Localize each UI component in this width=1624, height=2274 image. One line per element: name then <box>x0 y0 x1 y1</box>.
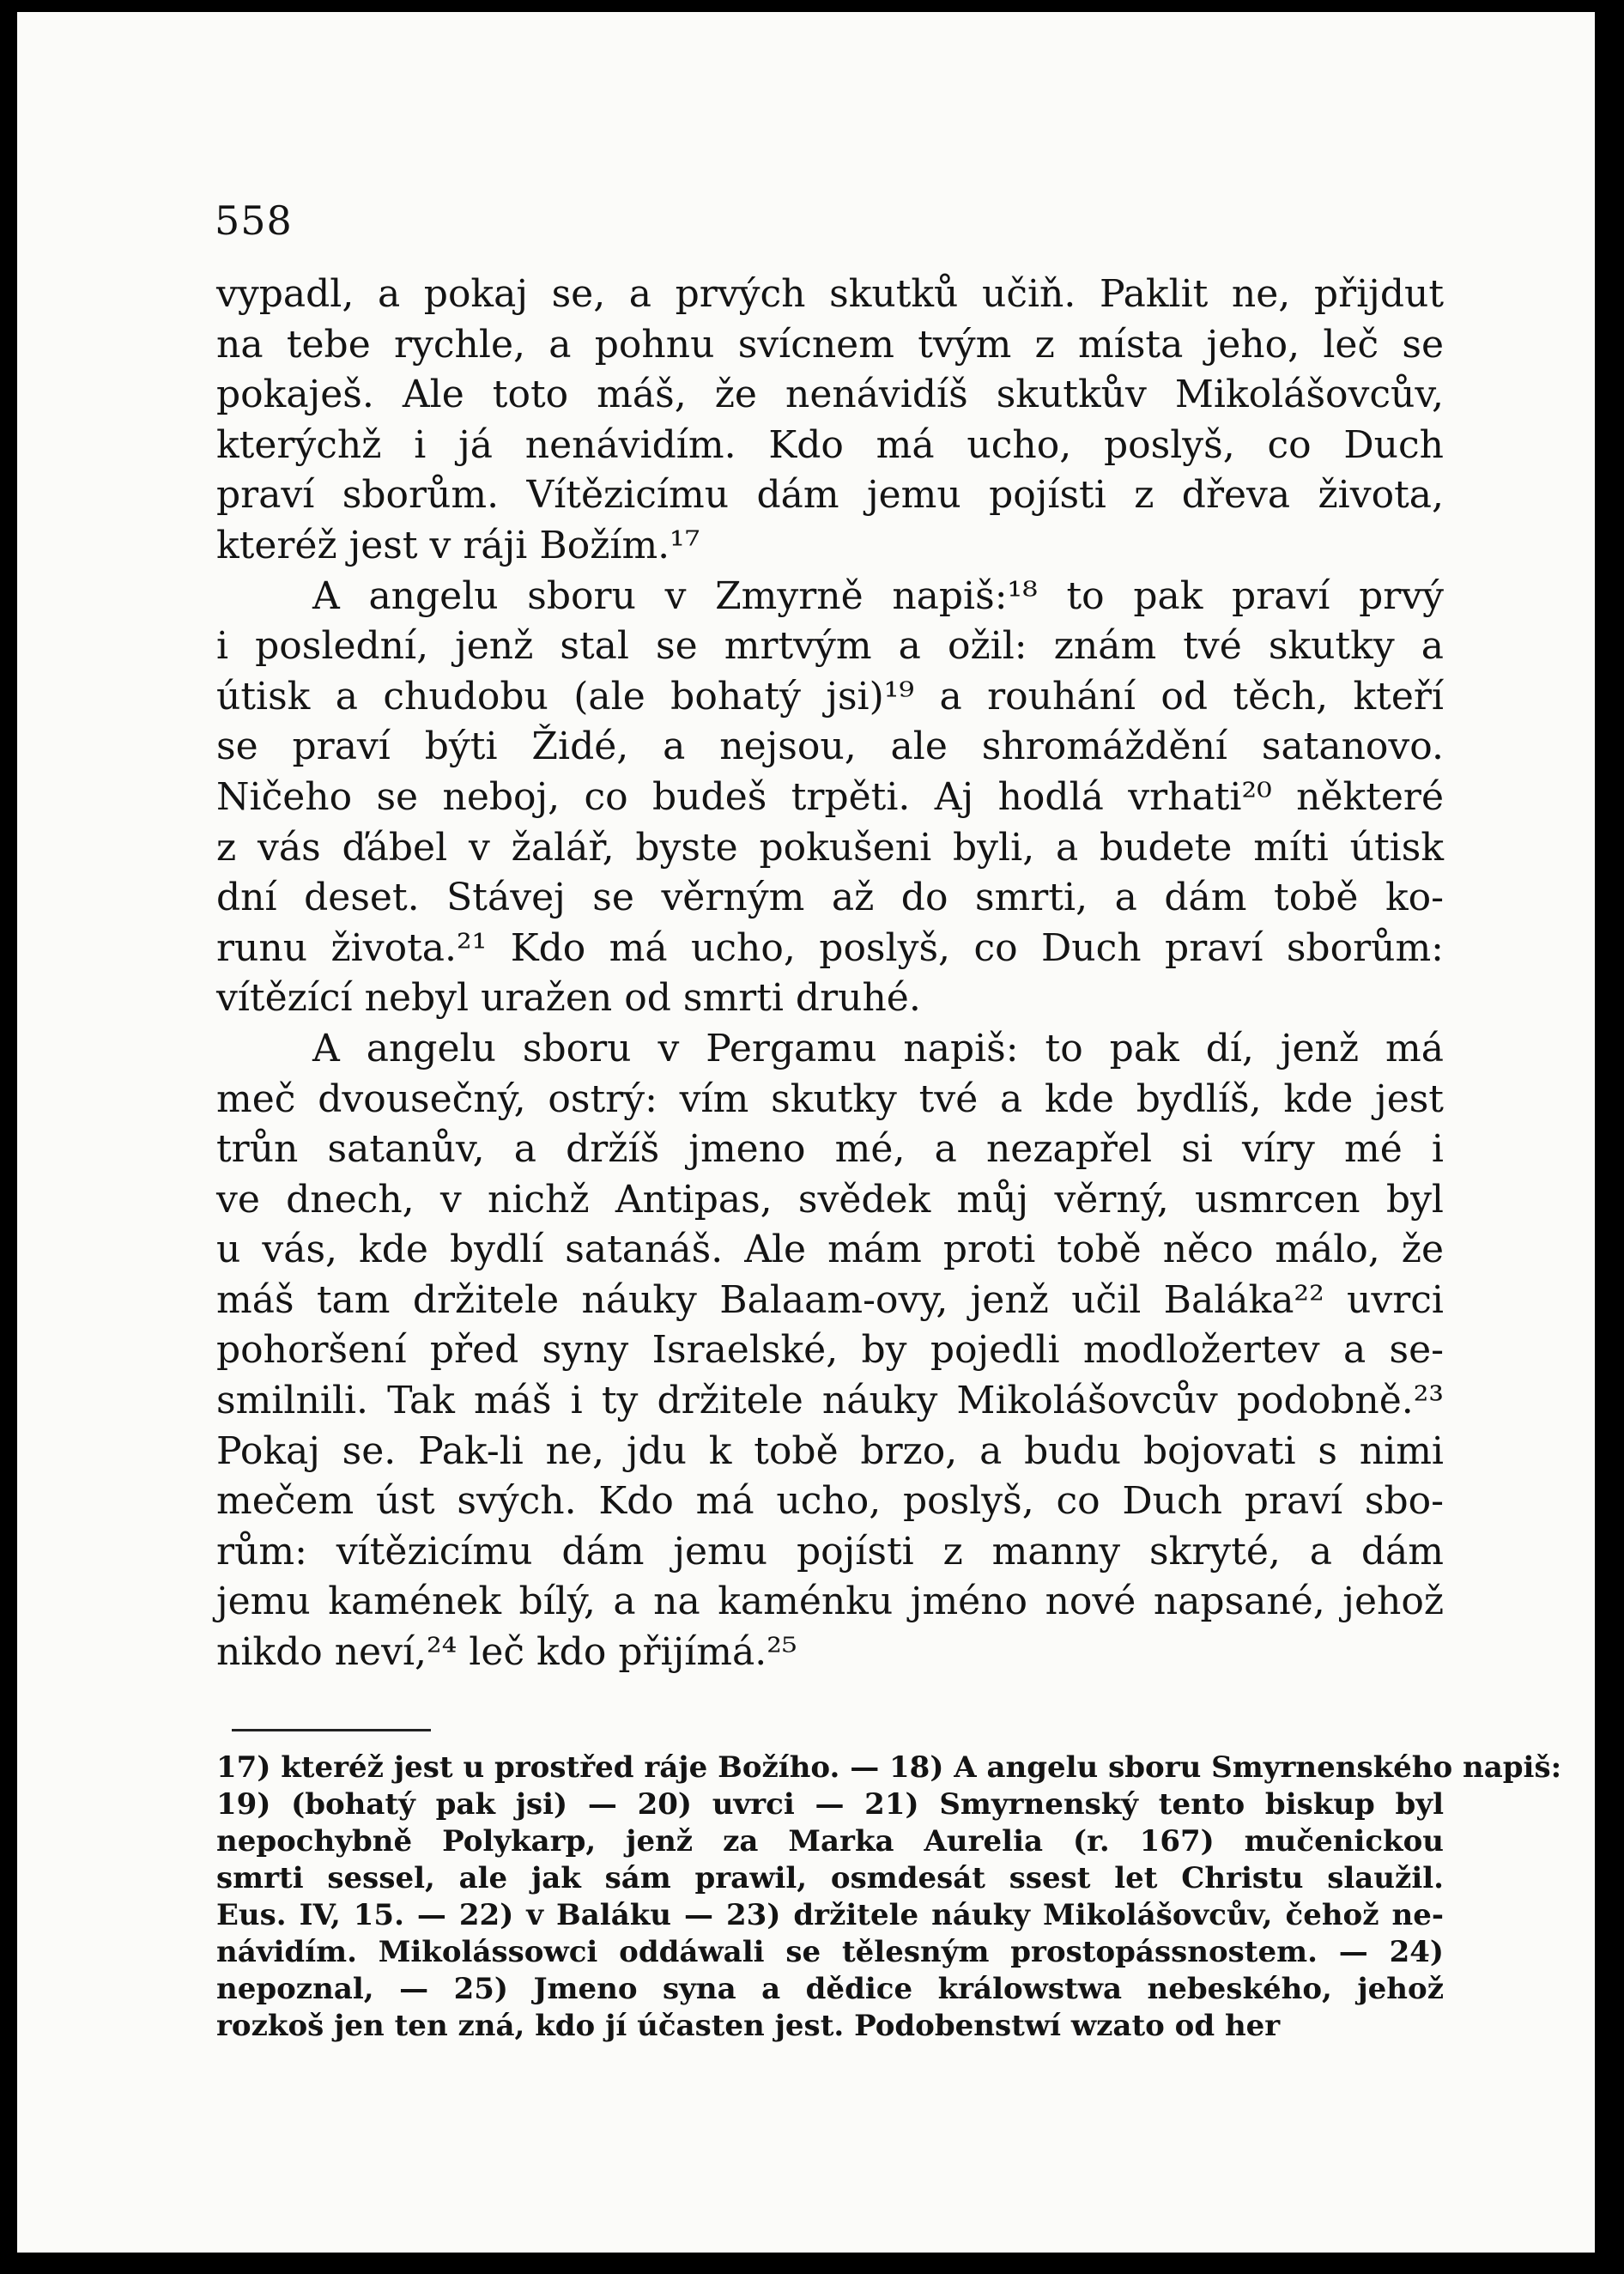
text-line: kteréž jest v ráji Božím.¹⁷ <box>216 523 700 567</box>
footnote-line: návidím. Mikolássowci oddáwali se tělesným prostopássnostem. — 24) <box>216 1935 1444 1969</box>
footnote-line: nepoznal, — 25) Jmeno syna a dědice králowstwa nebeského, jehož <box>216 1972 1444 2006</box>
text-line: nikdo neví,²⁴ leč kdo přijímá.²⁵ <box>216 1630 797 1675</box>
footnote-line: 19) (bohatý pak jsi) — 20) uvrci — 21) Smyrnenský tento biskup byl <box>216 1787 1444 1822</box>
text-line: mečem úst svých. Kdo má ucho, poslyš, co Duch praví sbo- <box>216 1479 1444 1524</box>
text-line: vítězící nebyl uražen od smrti druhé. <box>216 976 921 1021</box>
text-line: runu života.²¹ Kdo má ucho, poslyš, co Duch praví sborům: <box>216 925 1444 970</box>
footnote-line: nepochybně Polykarp, jenž za Marka Aurelia (r. 167) mučenickou <box>216 1824 1444 1859</box>
text-line: útisk a chudobu (ale bohatý jsi)¹⁹ a rouhání od těch, kteří <box>216 674 1444 719</box>
text-line: meč dvousečný, ostrý: vím skutky tvé a kde bydlíš, kde jest <box>216 1076 1444 1121</box>
book-page <box>17 12 1595 2253</box>
text-line: rům: vítězicímu dám jemu pojísti z manny skryté, a dám <box>216 1529 1444 1574</box>
text-line: pokaješ. Ale toto máš, že nenávidíš skutkův Mikolášovcův, <box>216 373 1444 417</box>
text-line: A angelu sboru v Pergamu napiš: to pak dí, jenž má <box>312 1026 1444 1070</box>
text-line: kterýchž i já nenávidím. Kdo má ucho, poslyš, co Duch <box>216 422 1444 467</box>
text-line: z vás ďábel v žalář, byste pokušeni byli, a budete míti útisk <box>216 825 1444 870</box>
footnote-line: smrti sessel, ale jak sám prawil, osmdesát ssest let Christu slaužil. <box>216 1861 1444 1895</box>
text-line: Ničeho se neboj, co budeš trpěti. Aj hodlá vrhati²⁰ některé <box>216 774 1444 819</box>
text-line: ve dnech, v nichž Antipas, svědek můj věrný, usmrcen byl <box>216 1177 1444 1222</box>
text-line: i poslední, jenž stal se mrtvým a ožil: znám tvé skutky a <box>216 624 1444 669</box>
text-line: Pokaj se. Pak-li ne, jdu k tobě brzo, a budu bojovati s nimi <box>216 1428 1444 1473</box>
page-number: 558 <box>215 197 293 244</box>
text-line: jemu kamének bílý, a na kaménku jméno nové napsané, jehož <box>216 1580 1444 1624</box>
text-line: máš tam držitele náuky Balaam-ovy, jenž učil Baláka²² uvrci <box>216 1277 1444 1322</box>
footnote-line: Eus. IV, 15. — 22) v Baláku — 23) držitele náuky Mikolášovcův, čehož ne- <box>216 1898 1444 1932</box>
text-line: se praví býti Židé, a nejsou, ale shromáždění satanovo. <box>216 725 1444 769</box>
text-line: pohoršení před syny Israelské, by pojedli modložertev a se- <box>216 1328 1444 1373</box>
footnotes <box>216 1749 1562 2045</box>
text-line: trůn satanův, a držíš jmeno mé, a nezapřel si víry mé i <box>216 1127 1444 1172</box>
text-line: dní deset. Stávej se věrným až do smrti, a dám tobě ko- <box>216 876 1444 920</box>
text-line: u vás, kde bydlí satanáš. Ale mám proti tobě něco málo, že <box>216 1228 1444 1272</box>
text-line: smilnili. Tak máš i ty držitele náuky Mikolášovcův podobně.²³ <box>216 1379 1444 1423</box>
text-line: na tebe rychle, a pohnu svícnem tvým z místa jeho, leč se <box>216 322 1444 367</box>
text-line: A angelu sboru v Zmyrně napiš:¹⁸ to pak praví prvý <box>312 573 1444 618</box>
footnote-line: rozkoš jen ten zná, kdo jí účasten jest. Podobenstwí wzato od her <box>216 2009 1281 2043</box>
footnote-line: 17) kteréž jest u prostřed ráje Božího. — 18) A angelu sboru Smyrnenského napiš: <box>216 1750 1562 1785</box>
footnote-divider <box>232 1729 431 1731</box>
text-line: praví sborům. Vítězicímu dám jemu pojísti z dřeva života, <box>216 473 1444 518</box>
text-line: vypadl, a pokaj se, a prvých skutků učiň. Paklit ne, přijdut <box>216 272 1444 316</box>
body-text <box>216 270 1444 1678</box>
